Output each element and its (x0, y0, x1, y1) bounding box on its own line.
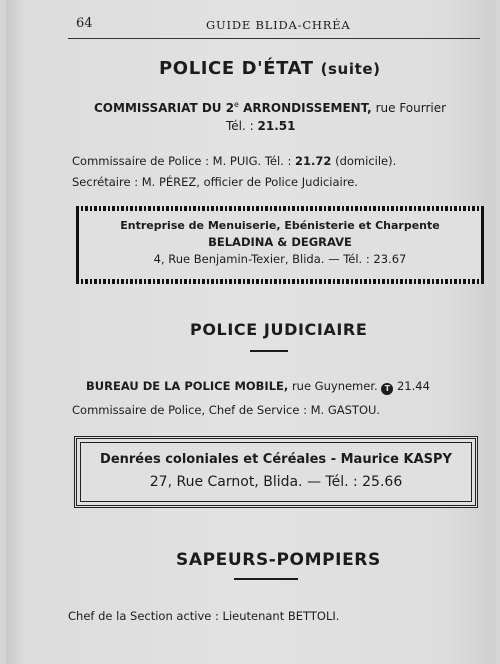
title-suffix: (suite) (320, 60, 381, 78)
tel-label: Tél. : (226, 119, 254, 133)
phone-circle-icon: T (381, 383, 393, 395)
advert-kaspy-line1: Denrées coloniales et Céréales - Maurice KASPY (100, 452, 452, 467)
section-title-police-etat (159, 58, 381, 79)
secretaire-line: Secrétaire : M. PÉREZ, officier de Police Judiciaire. (72, 175, 358, 189)
advert-kaspy (74, 436, 478, 508)
page-header (68, 14, 480, 39)
section-rule (250, 350, 288, 352)
commissaire-note: (domicile). (335, 154, 397, 168)
commissaire-line (72, 154, 396, 168)
commissaire-text: Commissaire de Police : M. PUIG. Tél. : (72, 154, 292, 168)
advert-menuiserie-line2: BELADINA & DEGRAVE (208, 235, 352, 249)
commissaire-tel: 21.72 (295, 154, 332, 168)
section-rule (234, 578, 298, 580)
commissariat-name: COMMISSARIAT DU 2 (94, 101, 235, 115)
advert-menuiserie-line3: 4, Rue Benjamin-Texier, Blida. — Tél. : 23.67 (153, 252, 407, 266)
commissariat-sup: e (234, 100, 239, 109)
page-number: 64 (76, 16, 93, 31)
tel-value: 21.51 (257, 119, 296, 133)
bureau-name: BUREAU DE LA POLICE MOBILE, (86, 379, 289, 393)
section-title-police-judiciaire: POLICE JUDICIAIRE (190, 320, 368, 339)
document-page (6, 0, 496, 664)
commissariat-street: rue Fourrier (375, 101, 447, 115)
bureau-street: rue Guynemer. (291, 379, 378, 393)
section-active-line: Chef de la Section active : Lieutenant BETTOLI. (68, 609, 340, 623)
bureau-line (86, 379, 430, 395)
title-text: POLICE D'ÉTAT (159, 58, 314, 79)
advert-menuiserie (76, 206, 484, 284)
advert-kaspy-line2: 27, Rue Carnot, Blida. — Tél. : 25.66 (149, 474, 403, 490)
running-title: GUIDE BLIDA-CHRÉA (206, 18, 351, 32)
commissariat-tel (226, 119, 295, 133)
chef-service-line: Commissaire de Police, Chef de Service : M. GASTOU. (72, 403, 381, 417)
commissariat-line (94, 100, 446, 115)
commissariat-rest: ARRONDISSEMENT, (238, 101, 372, 115)
section-title-sapeurs: SAPEURS-POMPIERS (176, 550, 381, 570)
advert-menuiserie-line1: Entreprise de Menuiserie, Ebénisterie et Charpente (120, 219, 440, 232)
bureau-tel: 21.44 (396, 379, 430, 393)
